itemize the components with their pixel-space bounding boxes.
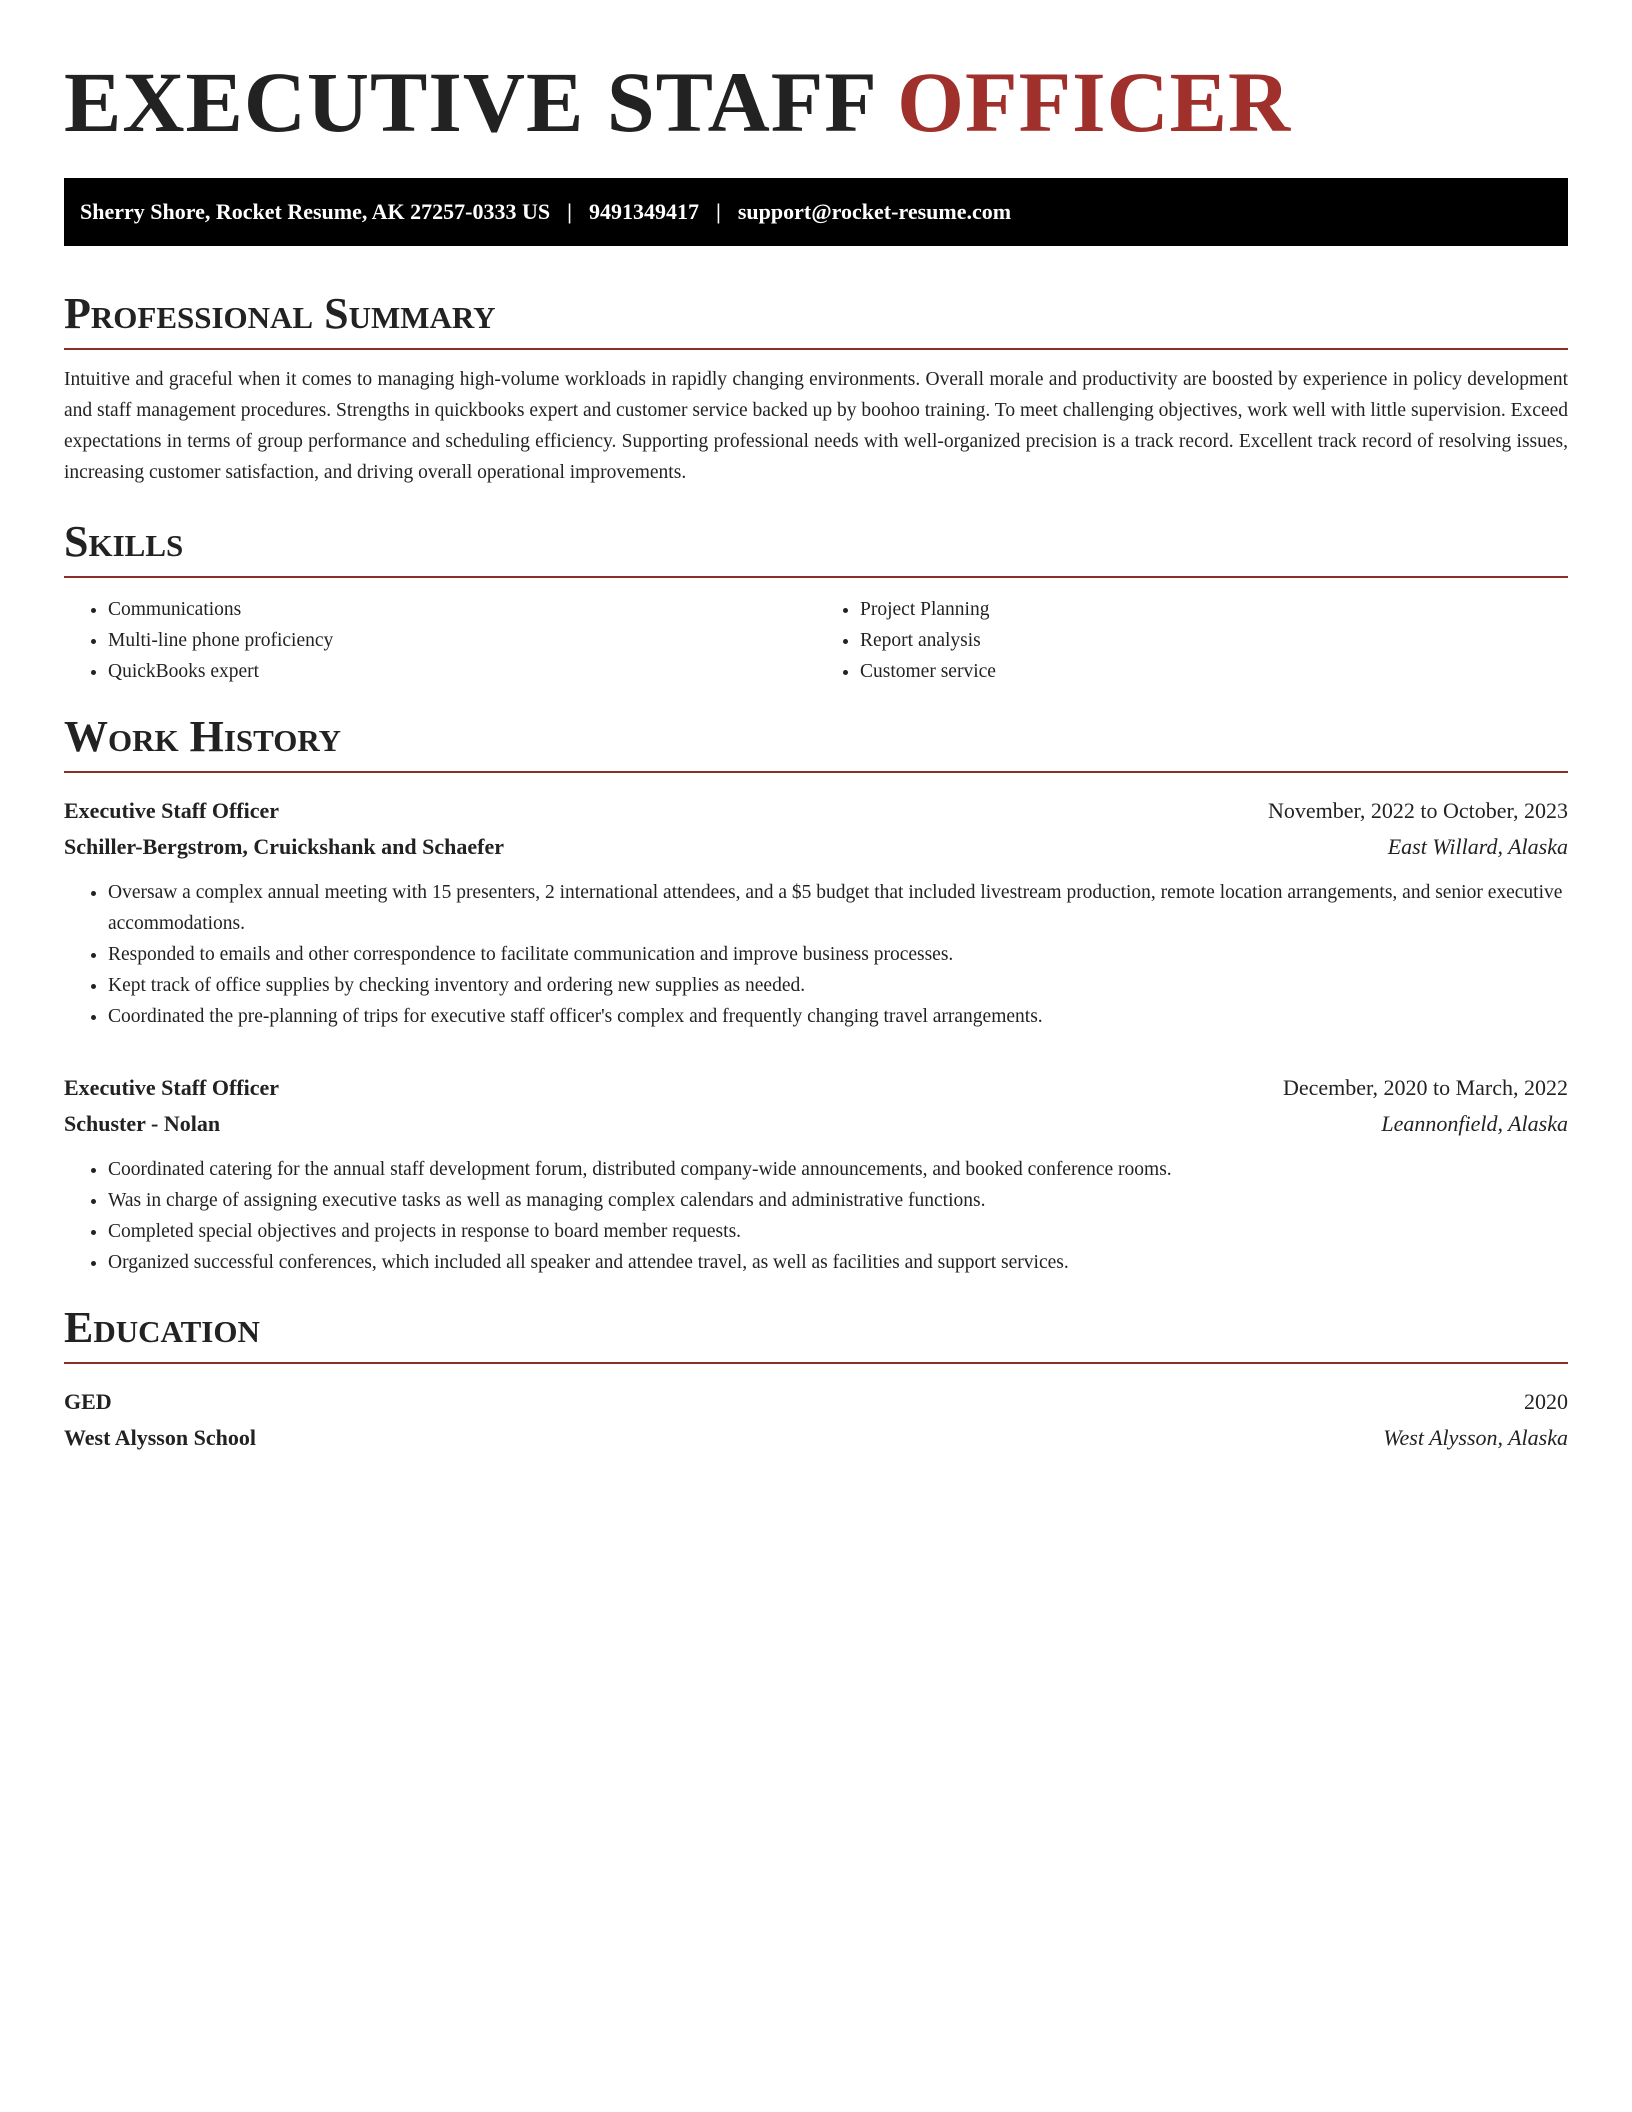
job-duty: • Was in charge of assigning executive tasks as well as managing complex calendars and administrative functions.	[108, 1185, 1568, 1216]
job-title: Executive Staff Officer	[64, 1075, 280, 1100]
education-degree-row	[64, 1384, 1568, 1420]
summary-text: Intuitive and graceful when it comes to managing high-volume workloads in rapidly changing environments. Overall morale and productivity are boosted by experience in policy development and staff management procedures. Strengths in quickbooks expert and customer service backed up by boohoo training. To meet challenging objectives, work well with little supervision. Exceed expectations in terms of group performance and scheduling efficiency. Supporting professional needs with well-organized precision is a track record. Excellent track record of resolving issues, increasing customer satisfaction, and driving overall operational improvements.	[64, 369, 1568, 483]
job-location: East Willard, Alaska	[1387, 834, 1568, 859]
skill-item: • Project Planning	[860, 594, 1568, 625]
job-dates: November, 2022 to October, 2023	[1267, 798, 1568, 823]
skill-item: • Report analysis	[860, 625, 1568, 656]
job-title-row	[64, 1070, 1568, 1106]
job-duty: • Coordinated catering for the annual staff development forum, distributed company-wide announcements, and booked conference rooms.	[108, 1154, 1568, 1185]
contact-separator: |	[715, 199, 721, 224]
job-title-row	[64, 793, 1568, 829]
education-entry	[64, 1384, 1568, 1456]
job-duty: • Kept track of office supplies by checking inventory and ordering new supplies as needed.	[108, 970, 1568, 1001]
education-school: West Alysson School	[64, 1425, 256, 1450]
job-company: Schiller-Bergstrom, Cruickshank and Schaefer	[64, 834, 504, 859]
job-dates: December, 2020 to March, 2022	[1282, 1075, 1568, 1100]
job-location: Leannonfield, Alaska	[1381, 1111, 1568, 1136]
education-year: 2020	[1524, 1389, 1568, 1414]
skill-item: • Multi-line phone proficiency	[108, 625, 816, 656]
contact-bar	[64, 178, 1568, 246]
title-accent: OFFICER	[897, 54, 1292, 150]
job-entry	[64, 793, 1568, 1032]
section-heading-education: Education	[64, 1302, 1568, 1364]
section-heading-summary: Professional Summary	[64, 288, 1568, 350]
skills-column-left	[64, 594, 816, 687]
job-title: Executive Staff Officer	[64, 798, 280, 823]
job-duties	[64, 1154, 1568, 1278]
skill-item: • Communications	[108, 594, 816, 625]
title-primary: EXECUTIVE STAFF	[64, 54, 875, 150]
job-company-row	[64, 1106, 1568, 1142]
job-duty: • Completed special objectives and projects in response to board member requests.	[108, 1216, 1568, 1247]
section-heading-work-history: Work History	[64, 711, 1568, 773]
job-company-row	[64, 829, 1568, 865]
education-degree: GED	[64, 1389, 112, 1414]
contact-email: support@rocket-resume.com	[737, 199, 1012, 224]
job-duty: • Oversaw a complex annual meeting with 15 presenters, 2 international attendees, and a $5 budget that included livestream production, remote location arrangements, and senior executive accommodations.	[108, 877, 1568, 939]
education-location: West Alysson, Alaska	[1383, 1425, 1568, 1450]
job-duty: • Organized successful conferences, which included all speaker and attendee travel, as well as facilities and support services.	[108, 1247, 1568, 1278]
skill-item: • Customer service	[860, 656, 1568, 687]
section-heading-skills: Skills	[64, 516, 1568, 578]
skills-column-right	[816, 594, 1568, 687]
resume-title	[64, 52, 1568, 152]
job-duty: • Responded to emails and other correspondence to facilitate communication and improve business processes.	[108, 939, 1568, 970]
job-company: Schuster - Nolan	[64, 1111, 221, 1136]
job-duty: • Coordinated the pre-planning of trips for executive staff officer's complex and frequently changing travel arrangements.	[108, 1001, 1568, 1032]
education-school-row	[64, 1420, 1568, 1456]
contact-phone: 9491349417	[588, 199, 699, 224]
contact-address: Sherry Shore, Rocket Resume, AK 27257-0333 US	[80, 199, 551, 224]
skill-item: • QuickBooks expert	[108, 656, 816, 687]
job-duties	[64, 877, 1568, 1032]
skills-list	[64, 594, 1568, 687]
contact-separator: |	[567, 199, 572, 224]
job-entry	[64, 1070, 1568, 1278]
